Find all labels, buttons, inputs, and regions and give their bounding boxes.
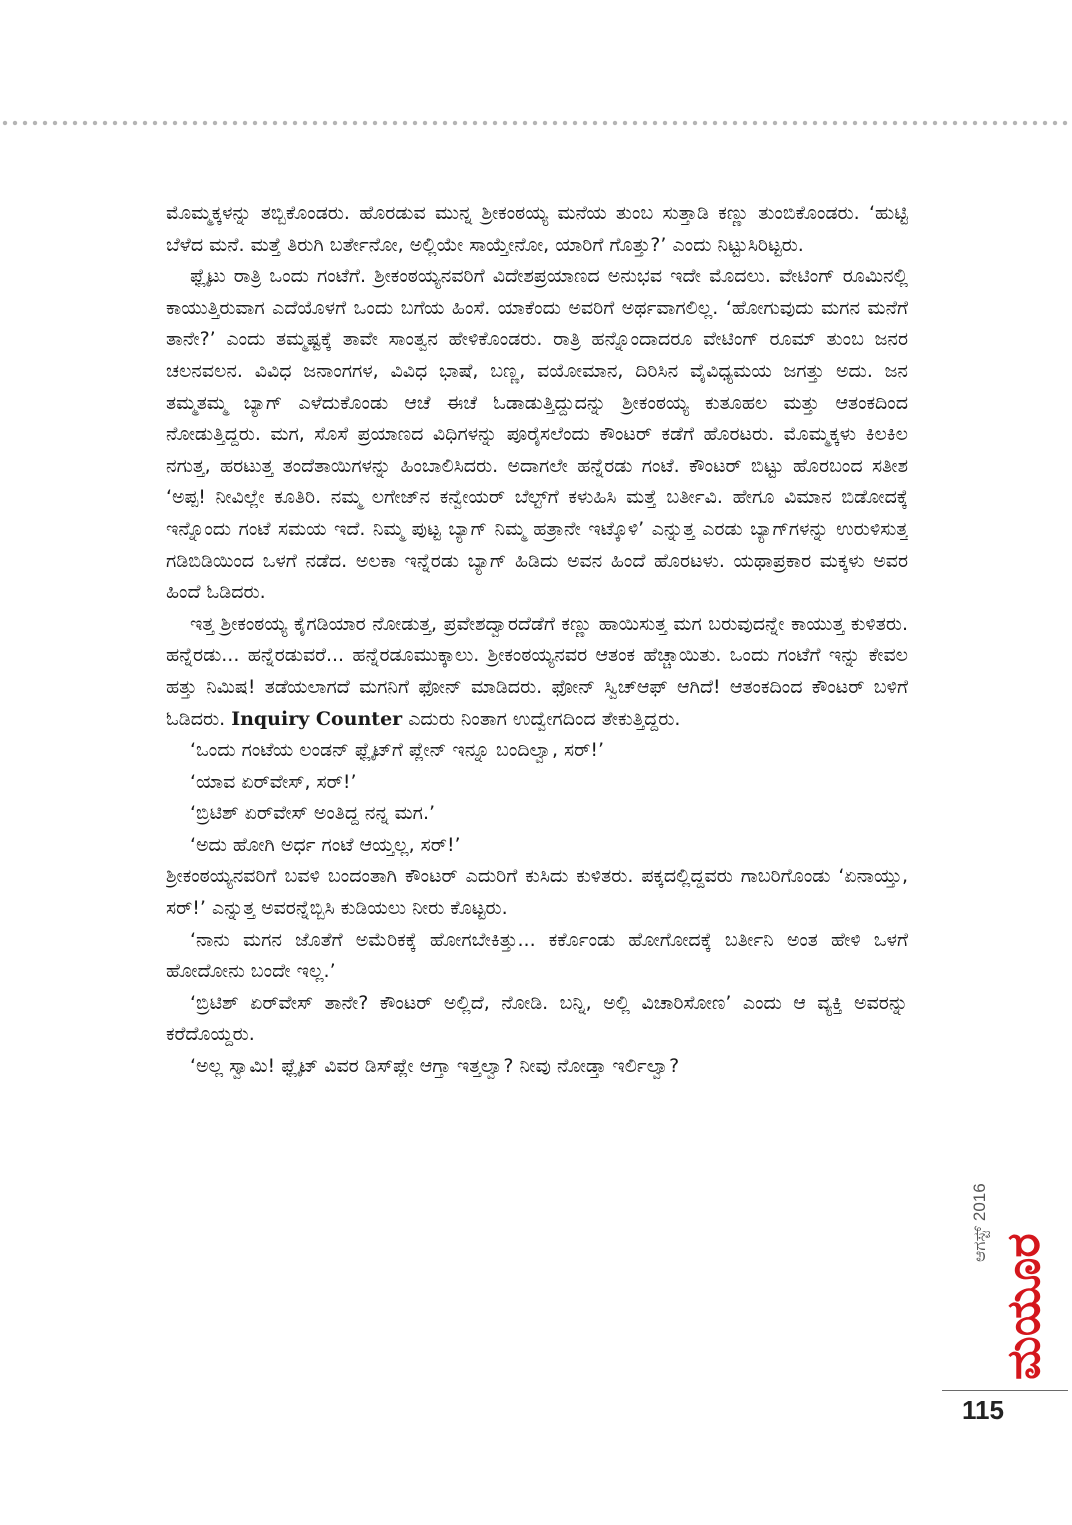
- dialogue-line: ‘ಬ್ರಿಟಿಶ್ ಏರ್‌ವೇಸ್ ಅಂತಿದ್ದ ನನ್ನ ಮಗ.’: [190, 802, 436, 825]
- dotted-top-rule: [0, 120, 1072, 126]
- dialogue-line: ‘ಅಲ್ಲ ಸ್ವಾಮಿ! ಫ್ಲೈಟ್ ವಿವರ ಡಿಸ್‌ಪ್ಲೇ ಆಗ್ತಾ ಇತ್ತಲ್ವಾ? ನೀವು ನೋಡ್ತಾ ಇರ್ಲಿಲ್ವಾ?: [190, 1055, 680, 1078]
- paragraph: ಫ್ಲೈಟು ರಾತ್ರಿ ಒಂದು ಗಂಟೆಗೆ. ಶ್ರೀಕಂಠಯ್ಯನವರಿಗೆ ವಿದೇಶಪ್ರಯಾಣದ ಅನುಭವ ಇದೇ ಮೊದಲು. ವೇಟಿಂಗ್ ರೂಮಿನಲ್ಲಿ ಕಾಯುತ್ತಿರುವಾಗ ಎದೆಯೊಳಗೆ ಒಂದು ಬಗೆಯ ಹಿಂಸೆ. ಯಾಕೆಂದು ಅವರಿಗೆ ಅರ್ಥವಾಗಲಿಲ್ಲ. ‘ಹೋಗುವುದು ಮಗನ ಮನೆಗೆ ತಾನೇ?’ ಎಂದು ತಮ್ಮಷ್ಟಕ್ಕೆ ತಾವೇ ಸಾಂತ್ವನ ಹೇಳಿಕೊಂಡರು. ರಾತ್ರಿ ಹನ್ನೊಂದಾದರೂ ವೇಟಿಂಗ್ ರೂಮ್ ತುಂಬ ಜನರ ಚಲನವಲನ. ವಿವಿಧ ಜನಾಂಗಗಳ, ವಿವಿಧ ಭಾಷೆ, ಬಣ್ಣ, ವಯೋಮಾನ, ದಿರಿಸಿನ ವೈವಿಧ್ಯಮಯ ಜಗತ್ತು ಅದು. ಜನ ತಮ್ಮತಮ್ಮ ಬ್ಯಾಗ್ ಎಳೆದುಕೊಂಡು ಆಚೆ ಈಚೆ ಓಡಾಡುತ್ತಿದ್ದುದನ್ನು ಶ್ರೀಕಂಠಯ್ಯ ಕುತೂಹಲ ಮತ್ತು ಆತಂಕದಿಂದ ನೋಡುತ್ತಿದ್ದರು. ಮಗ, ಸೊಸೆ ಪ್ರಯಾಣದ ವಿಧಿಗಳನ್ನು ಪೂರೈಸಲೆಂದು ಕೌಂಟರ್ ಕಡೆಗೆ ಹೊರಟರು. ಮೊಮ್ಮಕ್ಕಳು ಕಿಲಕಿಲ ನಗುತ್ತ, ಹರಟುತ್ತ ತಂದೆತಾಯಿಗಳನ್ನು ಹಿಂಬಾಲಿಸಿದರು. ಅದಾಗಲೇ ಹನ್ನೆರಡು ಗಂಟೆ. ಕೌಂಟರ್ ಬಿಟ್ಟು ಹೊರಬಂದ ಸತೀಶ ‘ಅಪ್ಪ! ನೀವಿಲ್ಲೇ ಕೂತಿರಿ. ನಮ್ಮ ಲಗೇಜ್‌ನ ಕನ್ವೇಯರ್ ಬೆಲ್ಟ್‌ಗೆ ಕಳುಹಿಸಿ ಮತ್ತೆ ಬರ್ತೀವಿ. ಹೇಗೂ ವಿಮಾನ ಬಿಡೋದಕ್ಕೆ ಇನ್ನೊಂದು ಗಂಟೆ ಸಮಯ ಇದೆ. ನಿಮ್ಮ ಪುಟ್ಟ ಬ್ಯಾಗ್ ನಿಮ್ಮ ಹತ್ರಾನೇ ಇಟ್ಕೊಳಿ’ ಎನ್ನುತ್ತ ಎರಡು ಬ್ಯಾಗ್‌ಗಳನ್ನು ಉರುಳಿಸುತ್ತ ಗಡಿಬಿಡಿಯಿಂದ ಒಳಗೆ ನಡೆದ. ಅಲಕಾ ಇನ್ನೆರಡು ಬ್ಯಾಗ್ ಹಿಡಿದು ಅವನ ಹಿಂದೆ ಹೊರಟಳು. ಯಥಾಪ್ರಕಾರ ಮಕ್ಕಳು ಅವರ ಹಿಂದೆ ಓಡಿದರು.: [166, 265, 908, 604]
- page-number: 115: [962, 1395, 1004, 1425]
- english-phrase: Inquiry Counter: [231, 707, 403, 730]
- dialogue-line: ‘ಒಂದು ಗಂಟೆಯ ಲಂಡನ್ ಫ್ಲೈಟ್‌ಗೆ ಪ್ಲೇನ್ ಇನ್ನೂ ಬಂದಿಲ್ವಾ, ಸರ್!’: [190, 739, 605, 762]
- magazine-logo: ಮಯೂರ: [996, 1233, 1050, 1380]
- dialogue-line: ‘ಬ್ರಿಟಿಶ್ ಏರ್‌ವೇಸ್ ತಾನೇ? ಕೌಂಟರ್ ಅಲ್ಲಿದೆ, ನೋಡಿ. ಬನ್ನಿ, ಅಲ್ಲಿ ವಿಚಾರಿಸೋಣ’ ಎಂದು ಆ ವ್ಯಕ್ತಿ ಅವರನ್ನು ಕರೆದೊಯ್ದರು.: [166, 991, 908, 1046]
- paragraph: ಮೊಮ್ಮಕ್ಕಳನ್ನು ತಬ್ಬಿಕೊಂಡರು. ಹೊರಡುವ ಮುನ್ನ ಶ್ರೀಕಂಠಯ್ಯ ಮನೆಯ ತುಂಬ ಸುತ್ತಾಡಿ ಕಣ್ಣು ತುಂಬಿಕೊಂಡರು. ‘ಹುಟ್ಟಿ ಬೆಳೆದ ಮನೆ. ಮತ್ತೆ ತಿರುಗಿ ಬರ್ತೇನೋ, ಅಲ್ಲಿಯೇ ಸಾಯ್ತೇನೋ, ಯಾರಿಗೆ ಗೊತ್ತು?’ ಎಂದು ನಿಟ್ಟುಸಿರಿಟ್ಟರು.: [166, 202, 908, 256]
- article-body: [166, 198, 908, 1428]
- paragraph-text: ಎದುರು ನಿಂತಾಗ ಉದ್ವೇಗದಿಂದ ತೇಕುತ್ತಿದ್ದರು.: [402, 707, 681, 730]
- dialogue-line: ‘ನಾನು ಮಗನ ಜೊತೆಗೆ ಅಮೆರಿಕಕ್ಕೆ ಹೋಗಬೇಕಿತ್ತು... ಕರ್ಕೊಂಡು ಹೋಗೋದಕ್ಕೆ ಬರ್ತೀನಿ ಅಂತ ಹೇಳಿ ಒಳಗೆ ಹೋದೋನು ಬಂದೇ ಇಲ್ಲ.’: [166, 928, 908, 983]
- paragraph: [166, 609, 908, 735]
- page-number-rule: [942, 1390, 1068, 1391]
- paragraph: ಶ್ರೀಕಂಠಯ್ಯನವರಿಗೆ ಬವಳಿ ಬಂದಂತಾಗಿ ಕೌಂಟರ್ ಎದುರಿಗೆ ಕುಸಿದು ಕುಳಿತರು. ಪಕ್ಕದಲ್ಲಿದ್ದವರು ಗಾಬರಿಗೊಂಡು ‘ಏನಾಯ್ತು, ಸರ್!’ ಎನ್ನುತ್ತ ಅವರನ್ನೆಬ್ಬಿಸಿ ಕುಡಿಯಲು ನೀರು ಕೊಟ್ಟರು.: [166, 865, 908, 920]
- issue-date: ಆಗಸ್ಟ್ 2016: [970, 1183, 989, 1262]
- paragraph-text: ಇತ್ತ ಶ್ರೀಕಂಠಯ್ಯ ಕೈಗಡಿಯಾರ ನೋಡುತ್ತ, ಪ್ರವೇಶದ್ವಾರದೆಡೆಗೆ ಕಣ್ಣು ಹಾಯಿಸುತ್ತ ಮಗ ಬರುವುದನ್ನೇ ಕಾಯುತ್ತ ಕುಳಿತರು. ಹನ್ನೆರಡು... ಹನ್ನೆರಡುವರೆ... ಹನ್ನೆರಡೂಮುಕ್ಕಾಲು. ಶ್ರೀಕಂಠಯ್ಯನವರ ಆತಂಕ ಹೆಚ್ಚಾಯಿತು. ಒಂದು ಗಂಟೆಗೆ ಇನ್ನು ಕೇವಲ ಹತ್ತು ನಿಮಿಷ! ತಡೆಯಲಾಗದೆ ಮಗನಿಗೆ ಫೋನ್ ಮಾಡಿದರು. ಫೋನ್ ಸ್ವಿಚ್‌ಆಫ್ ಆಗಿದೆ! ಆತಂಕದಿಂದ ಕೌಂಟರ್ ಬಳಿಗೆ ಓಡಿದರು.: [166, 612, 908, 730]
- dialogue-line: ‘ಯಾವ ಏರ್‌ವೇಸ್, ಸರ್!’: [190, 770, 357, 793]
- dialogue-line: ‘ಅದು ಹೋಗಿ ಅರ್ಧ ಗಂಟೆ ಆಯ್ತಲ್ಲ, ಸರ್!’: [190, 833, 461, 856]
